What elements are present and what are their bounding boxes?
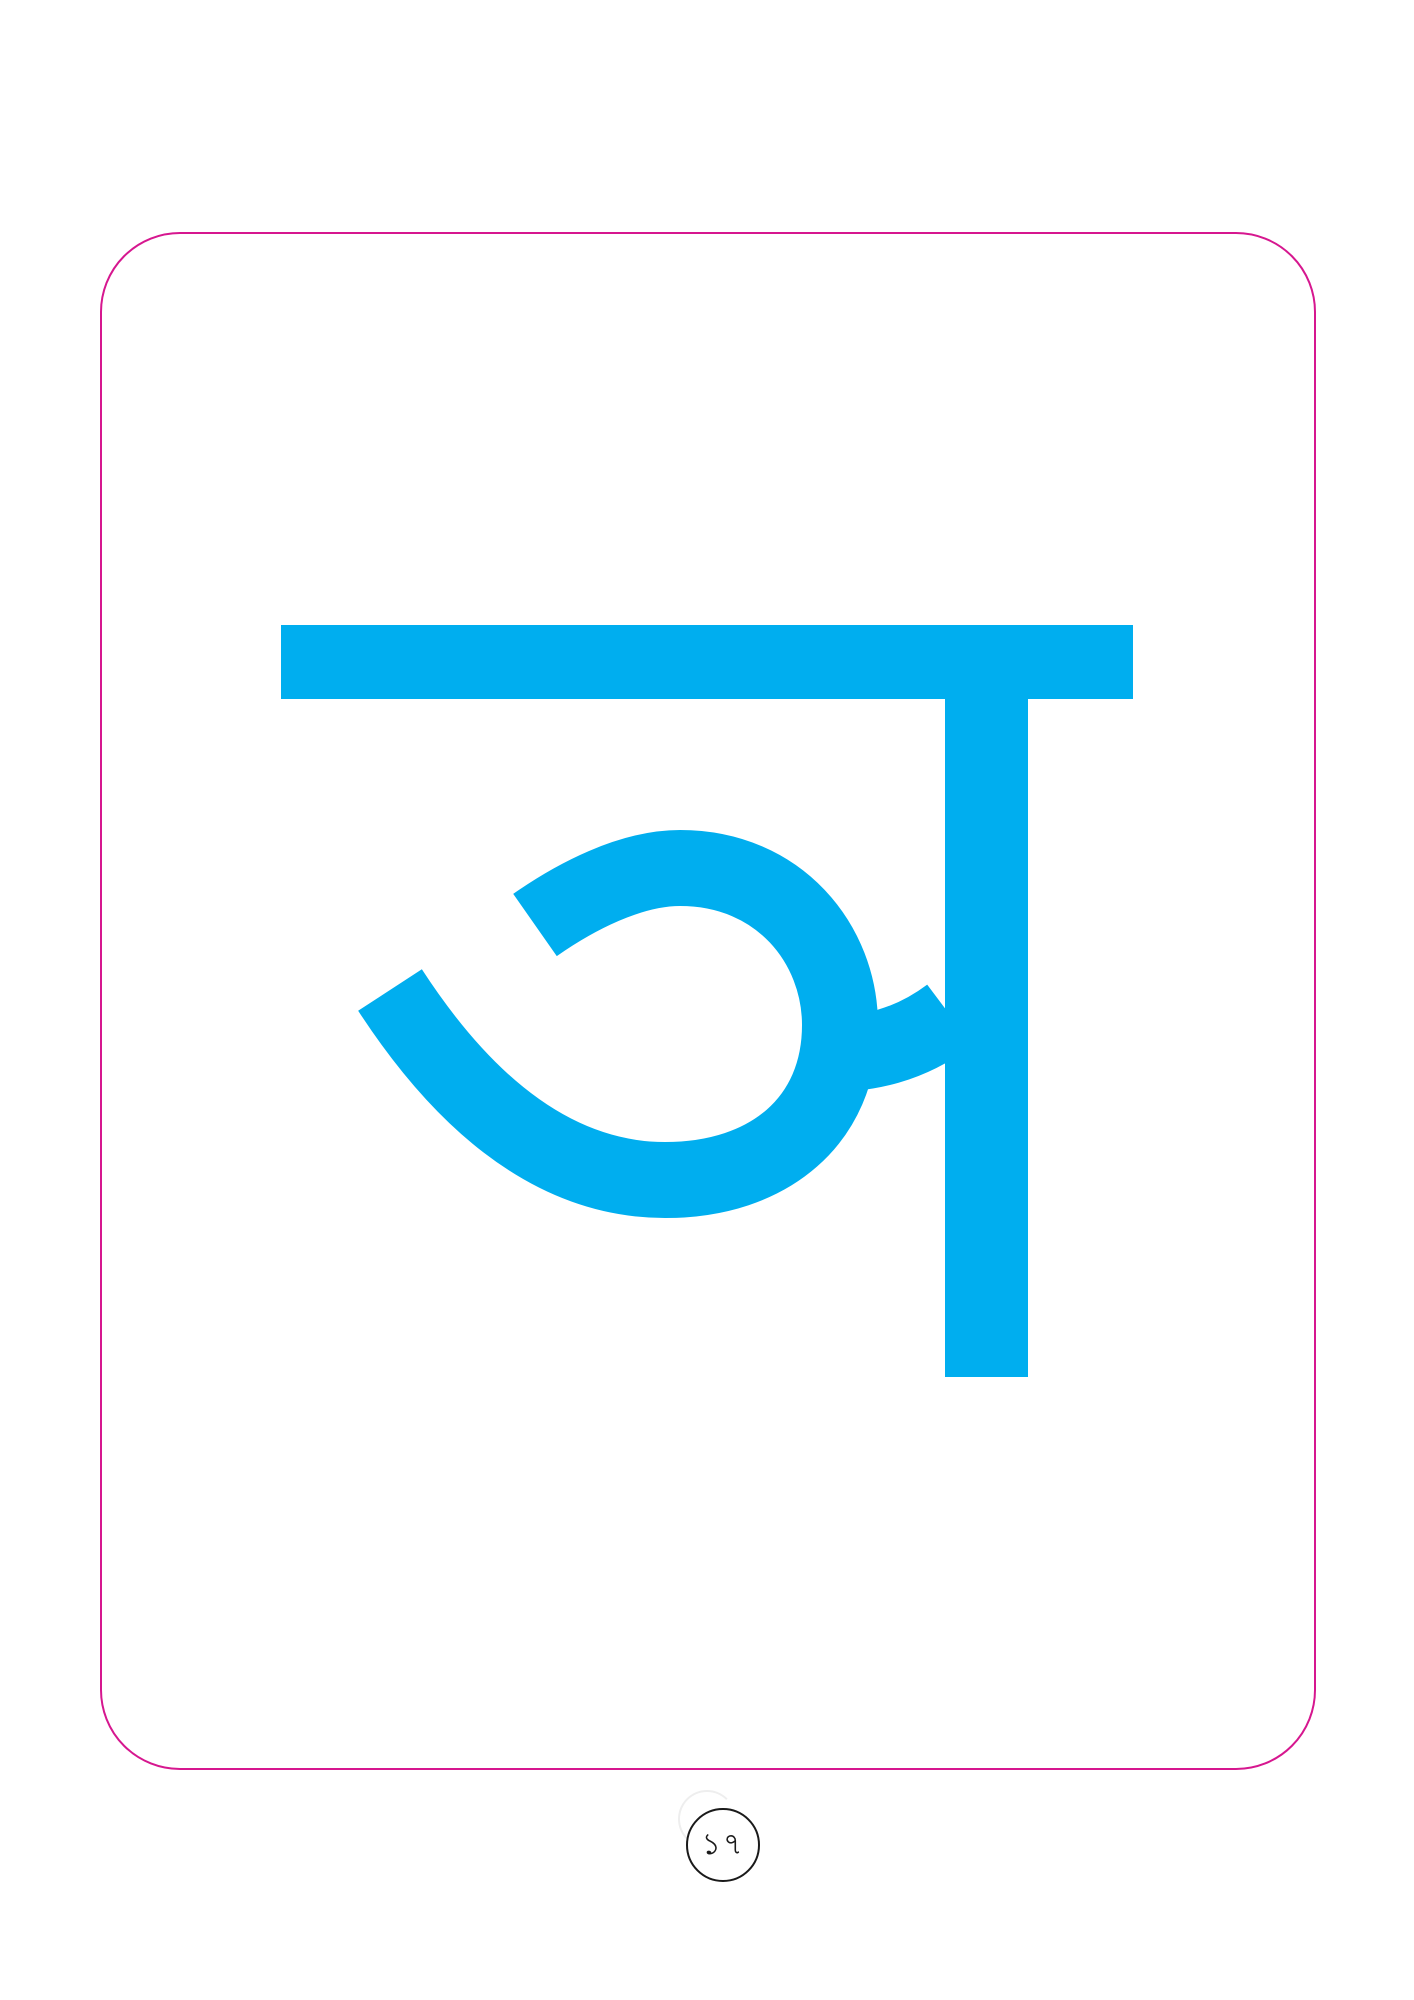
page-number-badge <box>686 1808 760 1882</box>
page-number: ১৭ <box>701 1826 745 1862</box>
letter-card-frame <box>100 232 1316 1770</box>
